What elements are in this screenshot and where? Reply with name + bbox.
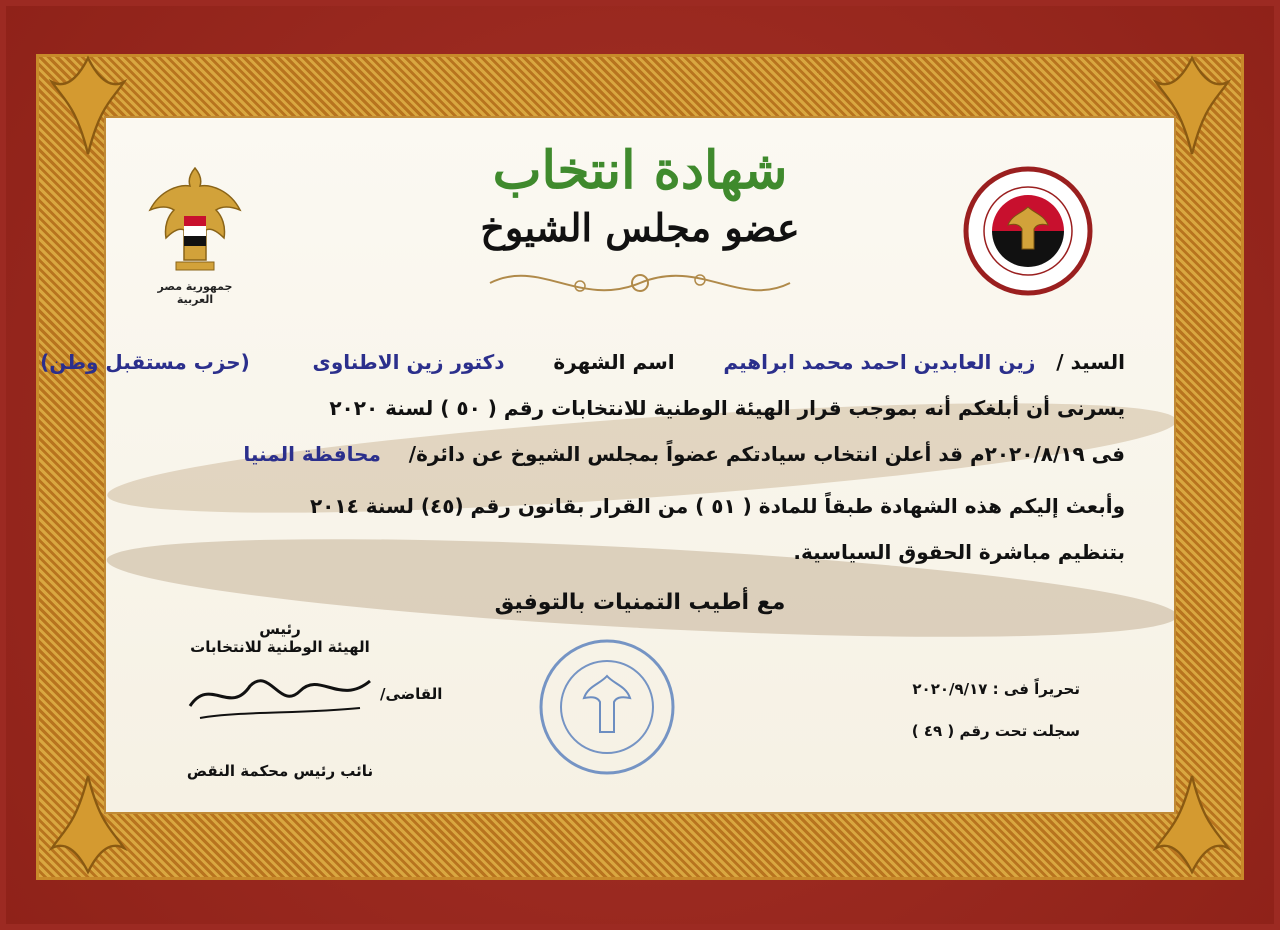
body-line-2: يسرنى أن أبلغكم أنه بموجب قرار الهيئة الوطنية للانتخابات رقم ( ٥٠ ) لسنة ٢٠٢٠ (329, 396, 1125, 420)
signatory-block (160, 620, 400, 726)
district-name: محافظة المنيا (243, 442, 381, 466)
body-line-5: بتنظيم مباشرة الحقوق السياسية. (793, 540, 1125, 564)
fame-value: دكتور زين الاطناوى (312, 350, 505, 374)
body-line-3 (243, 442, 1125, 466)
signatory-title: نائب رئيس محكمة النقض (186, 762, 374, 780)
eagle-icon (140, 160, 250, 280)
signatory-role-1: رئيس (259, 620, 301, 638)
signatory-role-2: الهيئة الوطنية للانتخابات (190, 638, 370, 656)
emblem-label: جمهورية مصر العربية (157, 280, 233, 306)
title-ornament-icon (480, 258, 800, 308)
party-name: (حزب مستقبل وطن) (40, 350, 250, 374)
recipient-line (40, 350, 1125, 374)
issue-info (900, 680, 1080, 764)
judge-label: القاضى/ (380, 685, 443, 703)
closing-wishes: مع أطيب التمنيات بالتوفيق (494, 590, 786, 615)
national-election-authority-seal (962, 165, 1094, 297)
election-announcement: فى ٢٠٢٠/٨/١٩م قد أعلن انتخاب سيادتكم عضواً بمجلس الشيوخ عن دائرة/ (408, 442, 1125, 466)
handwritten-signature (160, 656, 400, 726)
recipient-name: زين العابدين احمد محمد ابراهيم (723, 350, 1036, 374)
certificate-title: شهادة انتخاب (492, 140, 788, 201)
body-line-4: وأبعث إليكم هذه الشهادة طبقاً للمادة ( ٥١ ) من القرار بقانون رقم (٤٥) لسنة ٢٠١٤ (309, 494, 1125, 518)
certificate-subtitle: عضو مجلس الشيوخ (480, 205, 800, 250)
official-stamp (536, 636, 678, 778)
fame-label: اسم الشهرة (553, 350, 675, 374)
issue-date: تحريراً فى : ٢٠٢٠/٩/١٧ (912, 680, 1080, 698)
recipient-prefix: السيد / (1056, 350, 1125, 374)
egypt-eagle-emblem (140, 160, 250, 306)
record-number: سجلت تحت رقم ( ٤٩ ) (911, 722, 1080, 740)
